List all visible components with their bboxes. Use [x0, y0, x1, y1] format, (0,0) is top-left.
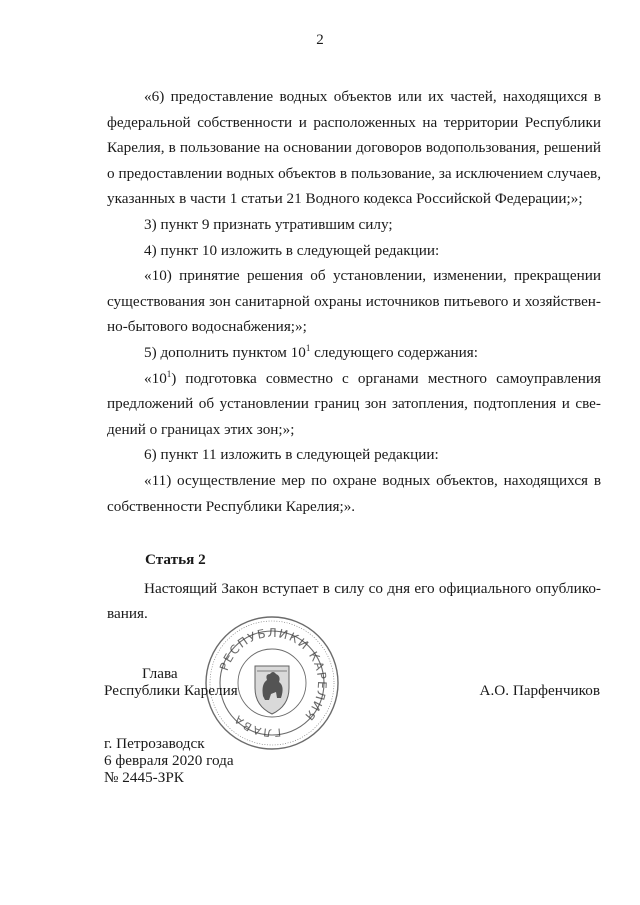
article-paragraph: Настоящий Закон вступает в силу со дня его официального опублико-вания.	[107, 580, 601, 622]
document-body	[107, 84, 601, 519]
signatory-name: А.О. Парфенчиков	[479, 682, 600, 699]
place-date-block	[104, 735, 234, 786]
paragraph: «11) осуществление мер по охране водных объектов, находящихся в собственности Республики Карелия;».	[107, 471, 601, 515]
law-number: № 2445-ЗРК	[104, 769, 184, 786]
paragraph: «10) принятие решения об установлении, изменении, прекращении существования зон санитарной охраны источников питьевого и хозяйствен-но-бытового водоснабжения;»;	[107, 267, 601, 336]
svg-text:ГЛАВА: ГЛАВА	[230, 711, 282, 740]
page-number: 2	[316, 32, 324, 48]
signatory-title: Республики Карелия	[104, 682, 238, 699]
paragraph: «6) предоставление водных объектов или их частей, находящихся в федеральной собственности и расположенных на территории Республики Карелия, в пользование на основании договоров водопользования, решений о предоставлении водных объектов в пользование, за исключением случаев, указанных в части 1 статьи 21 Водного кодекса Российской Федерации;»;	[107, 88, 601, 208]
article-heading: Статья 2	[145, 551, 206, 568]
paragraph: «$10^1$) подготовка совместно с органами местного самоуправления предложений об установлении границ зон затопления, подтопления и све-дений о границах этих зон;»;	[107, 368, 601, 438]
paragraph: 3) пункт 9 признать утратившим силу;	[144, 215, 393, 233]
date: 6 февраля 2020 года	[104, 752, 234, 769]
svg-text:РЕСПУБЛИКИ КАРЕЛИЯ: РЕСПУБЛИКИ КАРЕЛИЯ	[216, 625, 330, 724]
paragraph: 4) пункт 10 изложить в следующей редакции:	[144, 241, 440, 259]
superscript: 1	[166, 368, 172, 379]
paragraph: 5) дополнить пунктом $10^1$ следующего содержания:	[144, 342, 479, 361]
city: г. Петрозаводск	[104, 735, 205, 752]
signatory-title: Глава	[142, 665, 178, 682]
paragraph: 6) пункт 11 изложить в следующей редакции:	[144, 446, 439, 464]
superscript: 1	[305, 342, 311, 353]
article-body	[107, 576, 601, 626]
